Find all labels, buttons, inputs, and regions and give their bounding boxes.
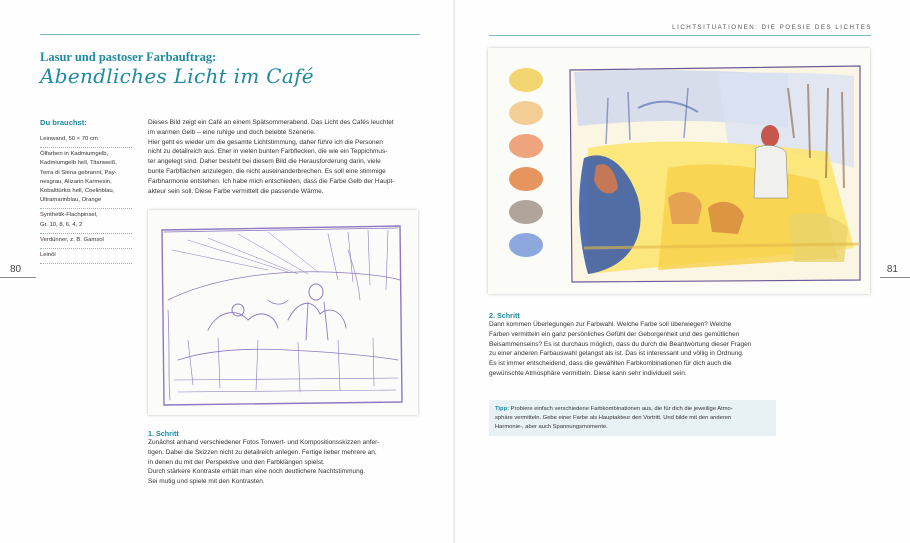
intro-line: Farbharmonie entstehen. Ich habe mich entschieden, dass die Farbe Gelb der Haupt- bbox=[148, 177, 395, 185]
intro-line: Dieses Bild zeigt ein Café an einem Spätsommerabend. Das Licht des Cafés leuchtet bbox=[148, 119, 394, 126]
step1-line: tigen. Dabei die Skizzen nicht zu detailreich anlegen. Fertige lieber mehrere an, bbox=[148, 448, 377, 456]
materials-line: Terra di Siena gebrannt, Pay- bbox=[40, 169, 117, 176]
color-swatch bbox=[509, 101, 543, 125]
color-swatch bbox=[509, 233, 543, 257]
materials-line: Verdünner, z. B. Gamsol bbox=[40, 236, 104, 243]
color-swatch bbox=[509, 134, 543, 158]
tip-line: Harmonie-, aber auch Spannungsmomente. bbox=[495, 424, 608, 430]
watercolor-study-drawing bbox=[488, 48, 870, 294]
step2-heading: 2. Schritt bbox=[489, 311, 520, 320]
page-number-line-left bbox=[0, 277, 36, 278]
page-title: Abendliches Licht im Café bbox=[40, 64, 314, 88]
step2-text bbox=[489, 320, 751, 379]
tip-line: sphäre vermitteln. Gebe einer Farbe als Hauptakteur den Vortritt. Und bilde mit den anderen bbox=[495, 415, 732, 421]
tip-line bbox=[495, 405, 770, 414]
page-number-line-right bbox=[880, 277, 910, 278]
intro-text bbox=[148, 118, 394, 196]
running-head: LICHTSITUATIONEN: DIE POESIE DES LICHTES bbox=[672, 24, 872, 31]
materials-line: Ultramarinblau, Orange bbox=[40, 197, 102, 204]
materials-item bbox=[40, 148, 132, 209]
step2-line: Es ist immer entscheidend, dass die gewählten Farbkombinationen für dich auch die bbox=[489, 360, 732, 368]
step2-line: gewünschte Atmosphäre vermitteln. Diese kann sehr individuell sein. bbox=[489, 369, 687, 377]
tip-text: Probiere einfach verschiedene Farbkombinationen aus, die für dich die jeweilige Atmo- bbox=[509, 406, 733, 412]
step2-line: Dann kommen Überlegungen zur Farbwahl. Welche Farbe soll überwiegen? Welche bbox=[489, 321, 732, 328]
intro-line: im warmen Gelb – eine ruhige und doch belebte Szenerie. bbox=[148, 128, 316, 136]
top-rule-left bbox=[40, 34, 420, 35]
intro-line: bunte Farbflächen anzulegen, die nicht auseinanderbrechen. Es soll eine stimmige bbox=[148, 167, 386, 175]
step1-line: Durch stärkere Kontraste erhält man eine noch deutlichere Nachtstimmung. bbox=[148, 468, 366, 476]
step2-line: Beisammenseins? Es ist durchaus möglich, dass du durch die Beantwortung dieser Fragen bbox=[489, 340, 752, 348]
materials-heading: Du brauchst: bbox=[40, 118, 87, 127]
step1-line: Sei mutig und spiele mit den Kontrasten. bbox=[148, 478, 265, 486]
intro-line: akteur sein soll. Diese Farbe vermittelt die passende Wärme. bbox=[148, 187, 324, 195]
watercolor-painting bbox=[570, 66, 860, 282]
materials-sidebar bbox=[40, 118, 132, 264]
intro-line: Hier geht es wieder um die gesamte Lichtstimmung, daher führe ich die Personen bbox=[148, 138, 383, 146]
step1-line: in denen du mit der Perspektive und den Farbklängen spielst. bbox=[148, 458, 325, 466]
materials-line: Ölfarben in Kadmiumgelb, bbox=[40, 151, 109, 158]
title-subheading: Lasur und pastoser Farbauftrag: bbox=[40, 50, 217, 64]
materials-line: Gr. 10, 8, 6, 4, 2 bbox=[40, 221, 83, 228]
step2-line: zu einer anderen Farbauswahl gelangst als ist. Das ist interessant und völlig in Ordnung. bbox=[489, 350, 744, 358]
tip-label: Tipp: bbox=[495, 406, 510, 412]
materials-line: Kobalttürkis hell, Coelinblau, bbox=[40, 188, 115, 195]
color-swatch bbox=[509, 167, 543, 191]
color-swatch bbox=[509, 68, 543, 92]
materials-item bbox=[40, 133, 132, 148]
materials-line: Leinöl bbox=[40, 252, 56, 259]
watercolor-study-image bbox=[488, 48, 870, 294]
materials-line: Kadmiumgelb hell, Titanweiß, bbox=[40, 160, 117, 167]
materials-item bbox=[40, 209, 132, 233]
step2-line: Farben vermitteln ein ganz persönliches Gefühl der Geborgenheit und des gemütlichen bbox=[489, 330, 740, 338]
top-rule-right bbox=[489, 35, 871, 36]
step1-line: Zunächst anhand verschiedener Fotos Tonwert- und Kompositionsskizzen anfer- bbox=[148, 439, 380, 446]
tip-box bbox=[489, 400, 776, 436]
materials-line: Leinwand, 50 × 70 cm bbox=[40, 136, 98, 142]
intro-line: nicht zu detailreich aus. Eher in vielen bunten Farbflecken, die wie ein Teppichmus- bbox=[148, 148, 388, 156]
page-number-left: 80 bbox=[10, 264, 22, 275]
step1-text bbox=[148, 438, 379, 487]
color-swatches bbox=[509, 68, 543, 257]
page-number-right: 81 bbox=[886, 264, 898, 275]
materials-item bbox=[40, 234, 132, 249]
pencil-sketch-drawing bbox=[148, 210, 418, 415]
materials-line: nesgrau, Alizarin Karmesin, bbox=[40, 178, 112, 185]
step1-heading: 1. Schritt bbox=[148, 429, 179, 438]
pencil-sketch-image bbox=[148, 210, 418, 415]
materials-item bbox=[40, 249, 132, 264]
intro-line: ter angelegt sind. Daher besteht bei diesem Bild die Herausforderung darin, viele bbox=[148, 158, 381, 166]
materials-line: Synthetik-Flachpinsel, bbox=[40, 212, 98, 219]
color-swatch bbox=[509, 200, 543, 224]
